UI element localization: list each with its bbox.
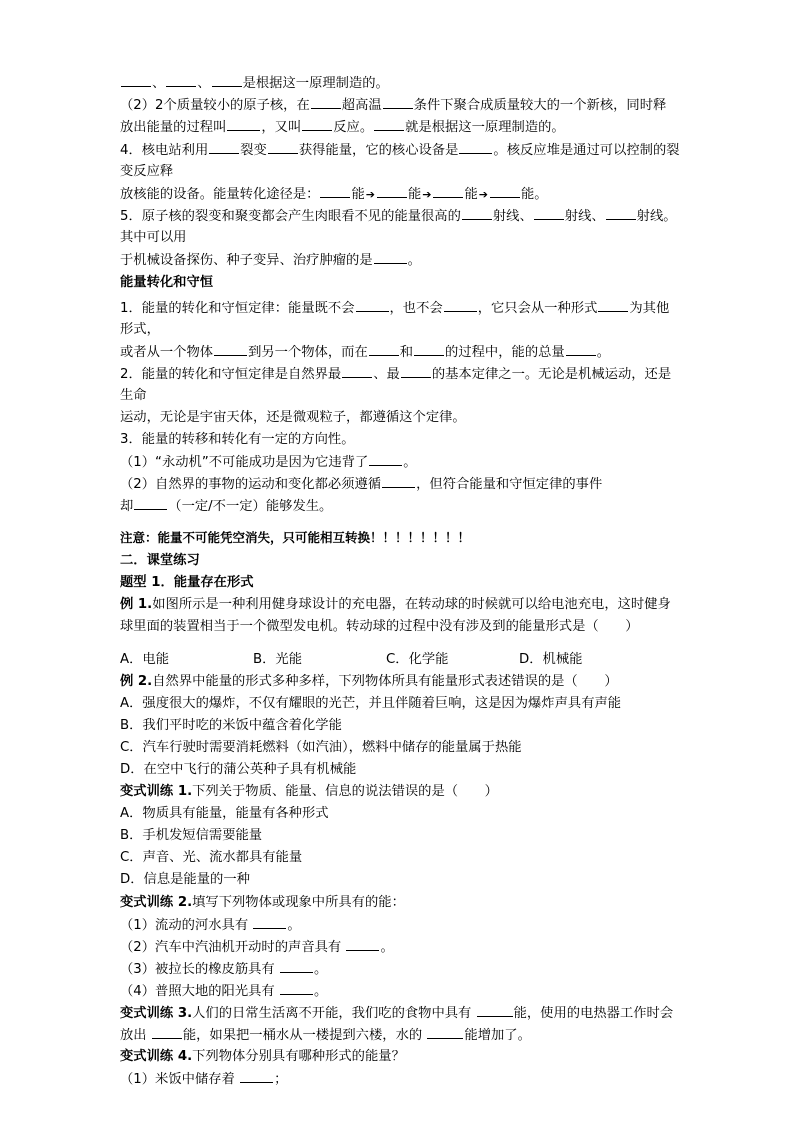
blank[interactable] xyxy=(342,364,372,378)
text: 4．核电站利用 xyxy=(120,143,209,158)
option-c[interactable]: C．化学能 xyxy=(386,652,449,667)
text: （2）2个质量较小的原子核，在 xyxy=(120,98,310,113)
blank[interactable] xyxy=(444,298,477,312)
blank[interactable] xyxy=(374,117,404,131)
variant-3-line-1 xyxy=(120,1003,673,1024)
option-d[interactable]: D．在空中飞行的蒲公英种子具有机械能 xyxy=(120,762,357,777)
text: 裂变 xyxy=(240,143,267,158)
text: 、最 xyxy=(373,367,400,382)
blank[interactable] xyxy=(253,915,286,929)
arrow-right-icon: ➔ xyxy=(478,188,488,201)
text: 人们的日常生活离不开能，我们吃的食物中具有 xyxy=(192,1006,476,1021)
text: （4）普照大地的阳光具有 xyxy=(120,984,279,999)
line-10 xyxy=(120,298,669,319)
text: 。 xyxy=(596,345,611,360)
blank[interactable] xyxy=(566,342,596,356)
text: 能。 xyxy=(521,187,548,202)
blank[interactable] xyxy=(209,140,239,154)
blank[interactable] xyxy=(427,1025,463,1039)
variant-4-question xyxy=(120,1047,405,1067)
text: 。 xyxy=(313,962,328,977)
text: ，但符合能量和守恒定律的事件 xyxy=(416,477,603,492)
text: 放核能的设备。能量转化途径是： xyxy=(120,187,320,202)
line-7 xyxy=(120,206,677,227)
text: 能 xyxy=(407,187,422,202)
text: （1）“永动机”不可能成功是因为它违背了 xyxy=(120,455,369,470)
line-17 xyxy=(120,452,417,473)
example-label: 例 2. xyxy=(120,674,153,689)
blank[interactable] xyxy=(280,959,313,973)
blank[interactable] xyxy=(134,496,167,510)
line-16: 3．能量的转移和转化有一定的方向性。 xyxy=(120,432,355,447)
option-c[interactable]: C．汽车行驶时需要消耗燃料（如汽油），燃料中储存的能量属于热能 xyxy=(120,740,522,755)
variant-2-item-1 xyxy=(120,915,301,936)
blank[interactable] xyxy=(459,140,492,154)
line-6-energy-path xyxy=(120,184,548,205)
text: 。 xyxy=(287,918,301,933)
line-2 xyxy=(120,95,666,116)
line-15: 运动，无论是宇宙天体，还是微观粒子，都遵循这个定律。 xyxy=(120,410,466,425)
line-5: 变反应释 xyxy=(120,164,174,179)
text: 能，使用的电热器工作时会 xyxy=(513,1006,674,1021)
blank[interactable] xyxy=(280,981,313,995)
text: 为其他 xyxy=(629,301,670,316)
blank[interactable] xyxy=(166,73,196,87)
variant-label: 变式训练 1. xyxy=(120,784,193,799)
note: 注意：能量不可能凭空消失，只可能相互转换！！！！！！！！ xyxy=(120,530,471,545)
blank[interactable] xyxy=(414,342,444,356)
blank[interactable] xyxy=(606,206,636,220)
variant-2-item-4 xyxy=(120,981,327,1002)
blank[interactable] xyxy=(356,298,389,312)
option-d[interactable]: D．信息是能量的一种 xyxy=(120,872,250,887)
text: 却 xyxy=(120,499,134,514)
text: 下列物体分别具有哪种形式的能量？ xyxy=(192,1049,405,1064)
blank[interactable] xyxy=(311,95,341,109)
blank[interactable] xyxy=(214,342,247,356)
variant-2-question xyxy=(120,893,405,913)
option-b[interactable]: B．光能 xyxy=(253,652,303,667)
example-1-options xyxy=(120,650,582,670)
arrow-right-icon: ➔ xyxy=(365,188,375,201)
text: 5．原子核的裂变和聚变都会产生肉眼看不见的能量很高的 xyxy=(120,209,461,224)
option-d[interactable]: D．机械能 xyxy=(519,652,583,667)
text: 的过程中，能的总量 xyxy=(445,345,565,360)
text: ，也不会 xyxy=(389,301,443,316)
blank[interactable] xyxy=(598,298,628,312)
text: 是根据这一原理制造的。 xyxy=(242,76,389,91)
text: 自然界中能量的形式多种多样，下列物体所具有能量形式表述错误的是（ ） xyxy=(152,674,618,689)
blank[interactable] xyxy=(320,184,350,198)
variant-4-item-1 xyxy=(120,1069,287,1090)
text: 获得能量，它的核心设备是 xyxy=(298,143,459,158)
text: （1）流动的河水具有 xyxy=(120,918,253,933)
variant-label: 变式训练 2. xyxy=(120,895,193,910)
blank[interactable] xyxy=(152,1025,182,1039)
blank[interactable] xyxy=(227,117,260,131)
text: 于机械设备探伤、种子变异、治疗肿瘤的是 xyxy=(120,253,373,268)
text: 射线、 xyxy=(492,209,533,224)
variant-label: 变式训练 4. xyxy=(120,1049,193,1064)
text: 到另一个物体，而在 xyxy=(248,345,368,360)
text: ，它只会从一种形式 xyxy=(477,301,598,316)
line-1: 、 、 是根据这一原理制造的。 xyxy=(120,73,389,94)
example-1-line-2: 球里面的装置相当于一个微型发电机。转动球的过程中没有涉及到的能量形式是（ ） xyxy=(120,619,639,634)
text: 反应。 xyxy=(333,120,374,135)
variant-2-item-3 xyxy=(120,959,327,980)
text: ； xyxy=(274,1072,288,1087)
blank[interactable] xyxy=(346,937,379,951)
text: 。 xyxy=(313,984,328,999)
blank[interactable] xyxy=(374,250,407,264)
text: 填写下列物体或现象中所具有的能： xyxy=(192,895,405,910)
blank[interactable] xyxy=(121,73,151,87)
line-18 xyxy=(120,474,602,495)
blank[interactable] xyxy=(383,95,413,109)
text: 。核反应堆是通过可以控制的裂 xyxy=(493,143,680,158)
text: 2．能量的转化和守恒定律是自然界最 xyxy=(120,367,342,382)
blank[interactable] xyxy=(490,184,520,198)
blank[interactable] xyxy=(240,1069,273,1083)
text: 射线。 xyxy=(636,209,677,224)
text: 。 xyxy=(380,940,394,955)
variant-3-line-2 xyxy=(120,1025,531,1046)
text: 就是根据这一原理制造的。 xyxy=(405,120,565,135)
text: 射线、 xyxy=(564,209,605,224)
line-11: 形式， xyxy=(120,322,160,337)
text: 1．能量的转化和守恒定律：能量既不会 xyxy=(120,301,355,316)
text: 或者从一个物体 xyxy=(120,345,214,360)
text: 下列关于物质、能量、信息的说法错误的是（ ） xyxy=(192,784,498,799)
text: 如图所示是一种利用健身球设计的充电器，在转动球的时候就可以给电池充电，这时健身 xyxy=(152,597,671,612)
blank[interactable] xyxy=(477,1003,513,1017)
line-19 xyxy=(120,496,332,517)
text: 条件下聚合成质量较大的一个新核，同时释 xyxy=(413,98,667,113)
text: 能 xyxy=(464,187,478,202)
example-2-question xyxy=(120,672,618,692)
option-b[interactable]: B．我们平时吃的米饭中蕴含着化学能 xyxy=(120,718,342,733)
text: ，又叫 xyxy=(261,120,302,135)
blank[interactable] xyxy=(212,73,242,87)
topic-1-heading: 题型 1．能量存在形式 xyxy=(120,575,254,590)
text: 放出能量的过程叫 xyxy=(120,120,227,135)
text: （2）自然界的事物的运动和变化都必须遵循 xyxy=(120,477,382,492)
text: 放出 xyxy=(120,1028,151,1043)
example-1-line-1 xyxy=(120,595,671,615)
blank[interactable] xyxy=(268,140,298,154)
variant-2-item-2 xyxy=(120,937,394,958)
text: 的基本定律之一。无论是机械运动，还是 xyxy=(431,367,672,382)
blank[interactable] xyxy=(302,117,332,131)
text: 。 xyxy=(407,253,421,268)
text: （3）被拉长的橡皮筋具有 xyxy=(120,962,279,977)
text: （1）米饭中储存着 xyxy=(120,1072,240,1087)
blank[interactable] xyxy=(382,474,415,488)
blank[interactable] xyxy=(377,184,407,198)
variant-label: 变式训练 3. xyxy=(120,1006,193,1021)
option-a[interactable]: A．强度很大的爆炸，不仅有耀眼的光芒，并且伴随着巨响，这是因为爆炸声具有声能 xyxy=(120,696,622,711)
line-12 xyxy=(120,342,610,363)
line-13 xyxy=(120,364,671,385)
blank[interactable] xyxy=(433,184,463,198)
section-2-heading: 二．课堂练习 xyxy=(120,553,200,568)
option-a[interactable]: A．物质具有能量，能量有各种形式 xyxy=(120,806,329,821)
text: （一定/不一定）能够发生。 xyxy=(168,499,333,514)
line-4 xyxy=(120,140,680,161)
text: 能增加了。 xyxy=(464,1028,531,1043)
option-c[interactable]: C．声音、光、流水都具有能量 xyxy=(120,850,303,865)
blank[interactable] xyxy=(462,206,492,220)
line-3 xyxy=(120,117,565,138)
blank[interactable] xyxy=(369,452,402,466)
example-label: 例 1. xyxy=(120,597,153,612)
text: 能 xyxy=(351,187,365,202)
line-9 xyxy=(120,250,421,271)
section-heading: 能量转化和守恒 xyxy=(120,275,214,290)
variant-1-question xyxy=(120,782,498,802)
arrow-right-icon: ➔ xyxy=(422,188,432,201)
blank[interactable] xyxy=(534,206,564,220)
line-14: 生命 xyxy=(120,388,147,403)
text: 能，如果把一桶水从一楼提到六楼，水的 xyxy=(182,1028,427,1043)
option-b[interactable]: B．手机发短信需要能量 xyxy=(120,828,263,843)
text: 超高温 xyxy=(341,98,382,113)
blank[interactable] xyxy=(369,342,399,356)
option-a[interactable]: A．电能 xyxy=(120,652,169,667)
text: 。 xyxy=(403,455,417,470)
text: 和 xyxy=(399,345,414,360)
text: （2）汽车中汽油机开动时的声音具有 xyxy=(120,940,346,955)
line-8: 其中可以用 xyxy=(120,230,187,245)
blank[interactable] xyxy=(401,364,431,378)
